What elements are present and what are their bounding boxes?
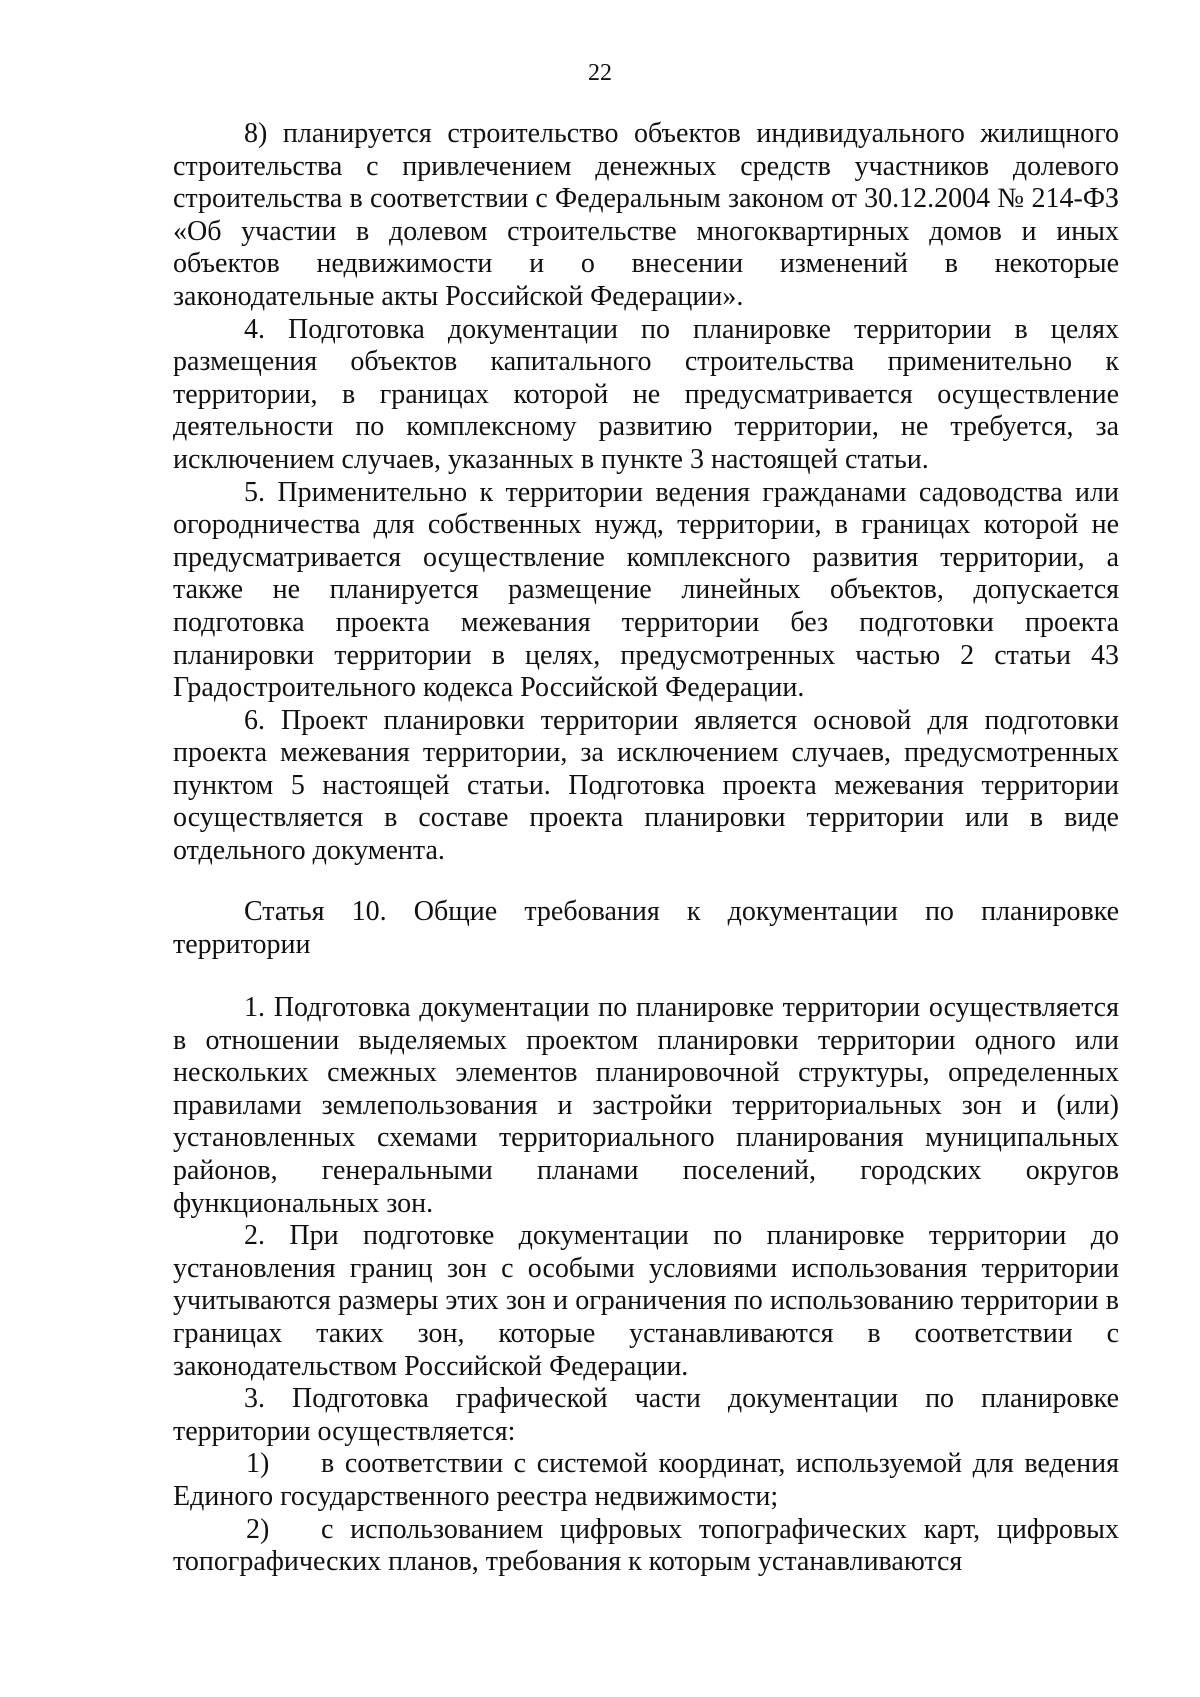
text-section-bottom xyxy=(173,992,1119,1579)
list-number: 1) xyxy=(246,1448,270,1480)
article-title: Статья 10. Общие требования к документации по планировке территории xyxy=(173,896,1119,960)
paragraph: 2. При подготовке документации по планировке территории до установления границ зон с особыми условиями использования территории учитываются размеры этих зон и ограничения по использованию территории в границах таких зон, которые устанавливаются в соответствии с законодательством Российской Федерации. xyxy=(173,1220,1119,1382)
page-number: 22 xyxy=(588,60,612,86)
paragraph: 8) планируется строительство объектов индивидуального жилищного строительства с привлечением денежных средств участников долевого строительства в соответствии с Федеральным законом от 30.12.2004 № 214-ФЗ «Об участии в долевом строительстве многоквартирных домов и иных объектов недвижимости и о внесении изменений в некоторые законодательные акты Российской Федерации». xyxy=(173,118,1119,312)
list-text: с использованием цифровых топографических карт, цифровых топографических планов, требования к которым устанавливаются xyxy=(173,1513,1119,1578)
list-number: 2) xyxy=(246,1513,270,1545)
list-item xyxy=(173,1448,1119,1513)
text-section-top xyxy=(173,118,1119,868)
paragraph: 4. Подготовка документации по планировке территории в целях размещения объектов капитального строительства применительно к территории, в границах которой не предусматривается осуществление деятельности по комплексному развитию территории, не требуется, за исключением случаев, указанных в пункте 3 настоящей статьи. xyxy=(173,313,1119,475)
paragraph: 3. Подготовка графической части документации по планировке территории осуществляется: xyxy=(173,1383,1119,1447)
paragraph: 6. Проект планировки территории является основой для подготовки проекта межевания территории, за исключением случаев, предусмотренных пунктом 5 настоящей статьи. Подготовка проекта межевания территории осуществляется в составе проекта планировки территории или в виде отдельного документа. xyxy=(173,704,1119,867)
list-text: в соответствии с системой координат, используемой для ведения Единого государственного реестра недвижимости; xyxy=(173,1448,1119,1512)
paragraph: 5. Применительно к территории ведения гражданами садоводства или огородничества для собственных нужд, территории, в границах которой не предусматривается осуществление комплексного развития территории, а также не планируется размещение линейных объектов, допускается подготовка проекта межевания территории без подготовки проекта планировки территории в целях, предусмотренных частью 2 статьи 43 Градостроительного кодекса Российской Федерации. xyxy=(173,476,1119,704)
list-item xyxy=(173,1514,1119,1579)
article-heading xyxy=(173,896,1119,961)
paragraph: 1. Подготовка документации по планировке территории осуществляется в отношении выделяемых проектом планировки территории одного или нескольких смежных элементов планировочной структуры, определенных правилами землепользования и застройки территориальных зон и (или) установленных схемами территориального планирования муниципальных районов, генеральными планами поселений, городских округов функциональных зон. xyxy=(173,992,1119,1219)
